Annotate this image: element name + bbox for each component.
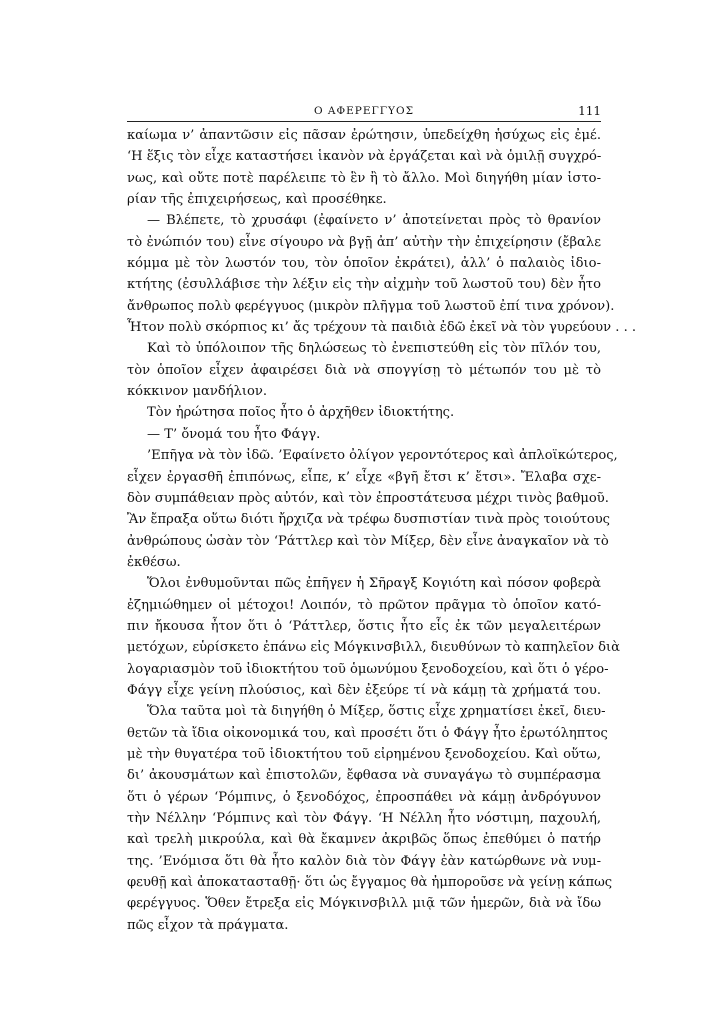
text-line: λογαριασμὸν τοῦ ἰδιοκτήτου τοῦ ὁμωνύμου ξενοδοχείου, καὶ ὅτι ὁ γέρο- [127, 661, 609, 677]
text-line: κόκκινον μανδήλιον. [127, 384, 268, 400]
text-line: Καὶ τὸ ὑπόλοιπον τῆς δηλώσεως τὸ ἐνεπιστεύθη εἰς τὸν πῖλόν του, [147, 341, 601, 357]
text-line: τὸν ὁποῖον εἶχεν ἀφαιρέσει διὰ νὰ σπογγίσῃ τὸ μέτωπόν του μὲ τὸ [127, 362, 601, 378]
page-number: 111 [578, 104, 601, 118]
text-line: — Βλέπετε, τὸ χρυσάφι (ἐφαίνετο ν’ ἀποτείνεται πρὸς τὸ θρανίον [147, 213, 601, 229]
text-line: τὸ ἐνώπιόν του) εἶνε σίγουρο νὰ βγῇ ἀπ’ αὐτὴν τὴν ἐπιχείρησιν (ἔβαλε [127, 234, 601, 250]
text-line: ὅτι ὁ γέρων ‘Ρόμπινς, ὁ ξενοδόχος, ἐπροσπάθει νὰ κάμῃ ἀνδρόγυνον [127, 789, 601, 805]
text-line: ἐκθέσω. [127, 554, 181, 570]
text-line: πῶς εἶχον τὰ πράγματα. [127, 917, 289, 933]
text-line: μετόχων, εὑρίσκετο ἐπάνω εἰς Μόγκινσβιλλ, διευθύνων τὸ καπηλεῖον διὰ [127, 640, 620, 656]
text-line: της. ’Ενόμισα ὅτι θὰ ἦτο καλὸν διὰ τὸν Φάγγ ἐὰν κατώρθωνε νὰ νυμ- [127, 853, 601, 869]
text-line: πιν ἤκουσα ἦτον ὅτι ὁ ‘Ράττλερ, ὅστις ἦτο εἷς ἐκ τῶν μεγαλειτέρων [127, 618, 601, 634]
body-text [127, 125, 637, 936]
text-line: μὲ τὴν θυγατέρα τοῦ ἰδιοκτήτου τοῦ εἰρημένου ξενοδοχείου. Καὶ οὕτω, [127, 746, 601, 762]
text-line: ‘Η ἕξις τὸν εἶχε καταστήσει ἱκανὸν νὰ ἐργάζεται καὶ νὰ ὁμιλῇ συγχρό- [127, 149, 602, 165]
text-line: καίωμα ν’ ἀπαντῶσιν εἰς πᾶσαν ἐρώτησιν, ὑπεδείχθη ἡσύχως εἰς ἐμέ. [127, 128, 601, 143]
text-line: θετῶν τὰ ἴδια οἰκονομικά του, καὶ προσέτι ὅτι ὁ Φάγγ ἦτο ἐρωτόληπτος [127, 725, 608, 741]
text-line: ἄνθρωπος πολὺ φερέγγυος (μικρὸν πλῆγμα τοῦ λωστοῦ ἐπί τινα χρόνον). [127, 298, 615, 314]
running-title: Ο ΑΦΕΡΕΓΓΥΟΣ [313, 105, 415, 117]
text-line: — Τ’ ὄνομά του ἦτο Φάγγ. [147, 426, 321, 442]
text-line: καὶ τρελὴ μικρούλα, καὶ θὰ ἔκαμνεν ἀκριβῶς ὅπως ἐπεθύμει ὁ πατήρ [127, 832, 601, 848]
running-head [127, 104, 601, 120]
text-line: εἶχεν ἐργασθῆ ἐπιπόνως, εἶπε, κ’ εἶχε «βγῆ ἔτσι κ’ ἔτσι». Ἔλαβα σχε- [127, 469, 601, 485]
text-line: Φάγγ εἶχε γείνη πλούσιος, καὶ δὲν ἐξεύρε τί νὰ κάμῃ τὰ χρήματά του. [127, 682, 601, 698]
text-line: κτήτης (ἐσυλλάβισε τὴν λέξιν εἰς τὴν αἰχμὴν τοῦ λωστοῦ του) δὲν ἦτο [127, 277, 601, 293]
text-line: ρίαν τῆς ἐπιχειρήσεως, καὶ προσέθηκε. [127, 192, 387, 208]
text-line: δὸν συμπάθειαν πρὸς αὐτόν, καὶ τὸν ἐπροστάτευσα μέχρι τινὸς βαθμοῦ. [127, 490, 609, 506]
text-line: ἀνθρώπους ὡσὰν τὸν ‘Ράττλερ καὶ τὸν Μίξερ, δὲν εἶνε ἀναγκαῖον νὰ τὸ [127, 533, 609, 549]
text-line: Ὅλα ταῦτα μοὶ τὰ διηγήθη ὁ Μίξερ, ὅστις εἶχε χρηματίσει ἐκεῖ, διευ- [147, 704, 606, 720]
text-line: τὴν Νέλλην ‘Ρόμπινς καὶ τὸν Φάγγ. ‘Η Νέλλη ἦτο νόστιμη, παχουλή, [127, 811, 601, 826]
text-line: Ἦτον πολὺ σκόρπιος κι’ ἄς τρέχουν τὰ παιδιὰ ἐδῶ ἐκεῖ νὰ τὸν γυρεύουν . . . [127, 320, 637, 336]
header-rule [127, 121, 601, 122]
text-line: ἐζημιώθημεν οἱ μέτοχοι! Λοιπόν, τὸ πρῶτον πρᾶγμα τὸ ὁποῖον κατό- [127, 597, 601, 613]
text-line: φερέγγυος. Ὅθεν ἔτρεξα εἰς Μόγκινσβιλλ μιᾷ τῶν ἡμερῶν, διὰ νὰ ἴδω [127, 896, 601, 912]
text-line: δι’ ἀκουσμάτων καὶ ἐπιστολῶν, ἔφθασα νὰ συναγάγω τὸ συμπέρασμα [127, 768, 601, 784]
text-line: νως, καὶ οὔτε ποτὲ παρέλειπε τὸ ἓν ἢ τὸ ἄλλο. Μοὶ διηγήθη μίαν ἱστο- [127, 170, 601, 186]
text-line: Τὸν ἠρώτησα ποῖος ἦτο ὁ ἀρχῆθεν ἰδιοκτήτης. [147, 405, 455, 421]
text-line: Ὅλοι ἐνθυμοῦνται πῶς ἐπῆγεν ἡ Σῆραγξ Κογιότη καὶ πόσον φοβερὰ [147, 576, 601, 592]
text-line: ’Επῆγα νὰ τὸν ἰδῶ. ’Εφαίνετο ὀλίγον γεροντότερος καὶ ἀπλοϊκώτερος, [147, 448, 618, 464]
text-line: φευθῇ καὶ ἀποκατασταθῇ· ὅτι ὡς ἔγγαμος θὰ ἠμποροῦσε νὰ γείνῃ κάπως [127, 875, 613, 891]
text-line: κόμμα μὲ τὸν λωστόν του, τὸν ὁποῖον ἐκράτει), ἀλλ’ ὁ παλαιὸς ἰδιο- [127, 256, 601, 272]
text-line: Ἂν ἔπραξα οὕτω διότι ἤρχιζα νὰ τρέφω δυσπιστίαν τινὰ πρὸς τοιούτους [127, 512, 611, 528]
